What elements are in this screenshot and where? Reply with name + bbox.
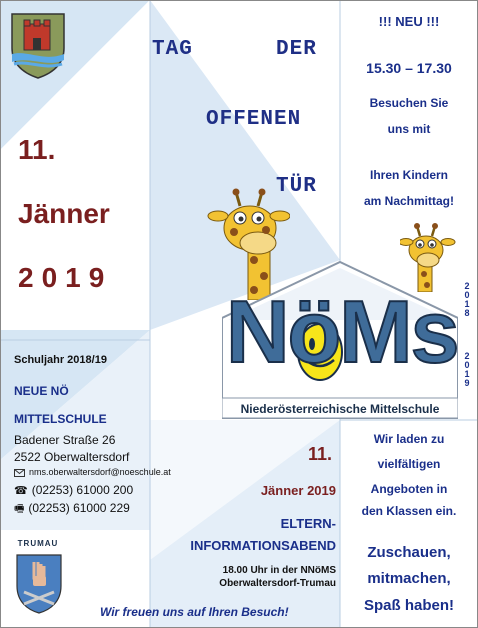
schuljahr-label: Schuljahr 2018/19 xyxy=(14,354,107,366)
neu-line-4: am Nachmittag! xyxy=(363,194,455,208)
trumau-crest-icon xyxy=(14,552,64,614)
noems-logo-letters: NöMs xyxy=(226,282,458,381)
school-email-row xyxy=(14,467,171,477)
date-month: Jänner xyxy=(18,198,110,229)
school-phone[interactable]: (02253) 61000 200 xyxy=(31,483,134,497)
school-name-line1: NEUE NÖ xyxy=(14,384,69,398)
event2-time-line: 18.00 Uhr in der NNöMS xyxy=(222,565,336,576)
event2-place-line: Oberwaltersdorf-Trumau xyxy=(219,578,336,589)
date-year: 2019 xyxy=(18,262,113,293)
neu-line-2: uns mit xyxy=(387,122,431,136)
school-city: 2522 Oberwaltersdorf xyxy=(14,450,130,464)
oberwaltersdorf-crest-icon xyxy=(8,10,68,80)
trumau-label: TRUMAU xyxy=(17,539,59,548)
slogan-line-3: Spaß haben! xyxy=(363,597,454,614)
title-word-offenen: OFFENEN xyxy=(206,108,302,131)
year-bottom-digit: 1 xyxy=(464,369,470,379)
telephone-icon: ☎ xyxy=(14,485,28,497)
neu-line-1: Besuchen Sie xyxy=(369,96,449,110)
invite-line-3: Angeboten in xyxy=(370,482,448,496)
title-word-tag: TAG xyxy=(152,38,193,61)
noems-logo-subtitle: Niederösterreichische Mittelschule xyxy=(240,402,440,416)
school-email[interactable]: nms.oberwaltersdorf@noeschule.at xyxy=(29,467,171,477)
year-top-digit: 1 xyxy=(464,299,470,309)
invite-line-1: Wir laden zu xyxy=(373,432,445,446)
neu-line-3: Ihren Kindern xyxy=(369,168,448,182)
year-bottom-digit: 9 xyxy=(464,378,470,388)
envelope-icon xyxy=(14,469,25,477)
invite-line-2: vielfältigen xyxy=(377,457,441,471)
year-top-digit: 0 xyxy=(464,290,470,300)
logo-year-top xyxy=(462,282,472,318)
slogan-line-2: mitmachen, xyxy=(367,570,451,587)
title-word-der: DER xyxy=(276,38,317,61)
year-bottom-digit: 2 xyxy=(464,351,470,361)
event2-title-line1: ELTERN- xyxy=(280,516,336,531)
school-street: Badener Straße 26 xyxy=(14,433,116,447)
event2-title-line2: INFORMATIONSABEND xyxy=(190,538,336,553)
invite-line-4: den Klassen ein. xyxy=(361,504,457,518)
year-top-digit: 8 xyxy=(464,308,470,318)
event2-day: 11. xyxy=(308,444,333,464)
slogan-line-1: Zuschauen, xyxy=(367,544,451,561)
school-phone-row xyxy=(14,483,133,497)
neu-time: 15.30 – 17.30 xyxy=(366,60,452,76)
neu-heading: !!! NEU !!! xyxy=(378,14,440,29)
logo-year-bottom xyxy=(462,352,472,388)
event2-month-year: Jänner 2019 xyxy=(260,483,336,498)
school-fax[interactable]: (02253) 61000 229 xyxy=(28,501,130,515)
title-word-tuer: TÜR xyxy=(276,175,317,198)
footer-message: Wir freuen uns auf Ihren Besuch! xyxy=(100,605,289,619)
school-name-line2: MITTELSCHULE xyxy=(14,412,107,426)
year-top-digit: 2 xyxy=(464,281,470,291)
fax-icon: 🖷 xyxy=(14,503,25,515)
year-bottom-digit: 0 xyxy=(464,360,470,370)
school-fax-row xyxy=(14,500,130,519)
date-day: 11. xyxy=(18,134,56,165)
